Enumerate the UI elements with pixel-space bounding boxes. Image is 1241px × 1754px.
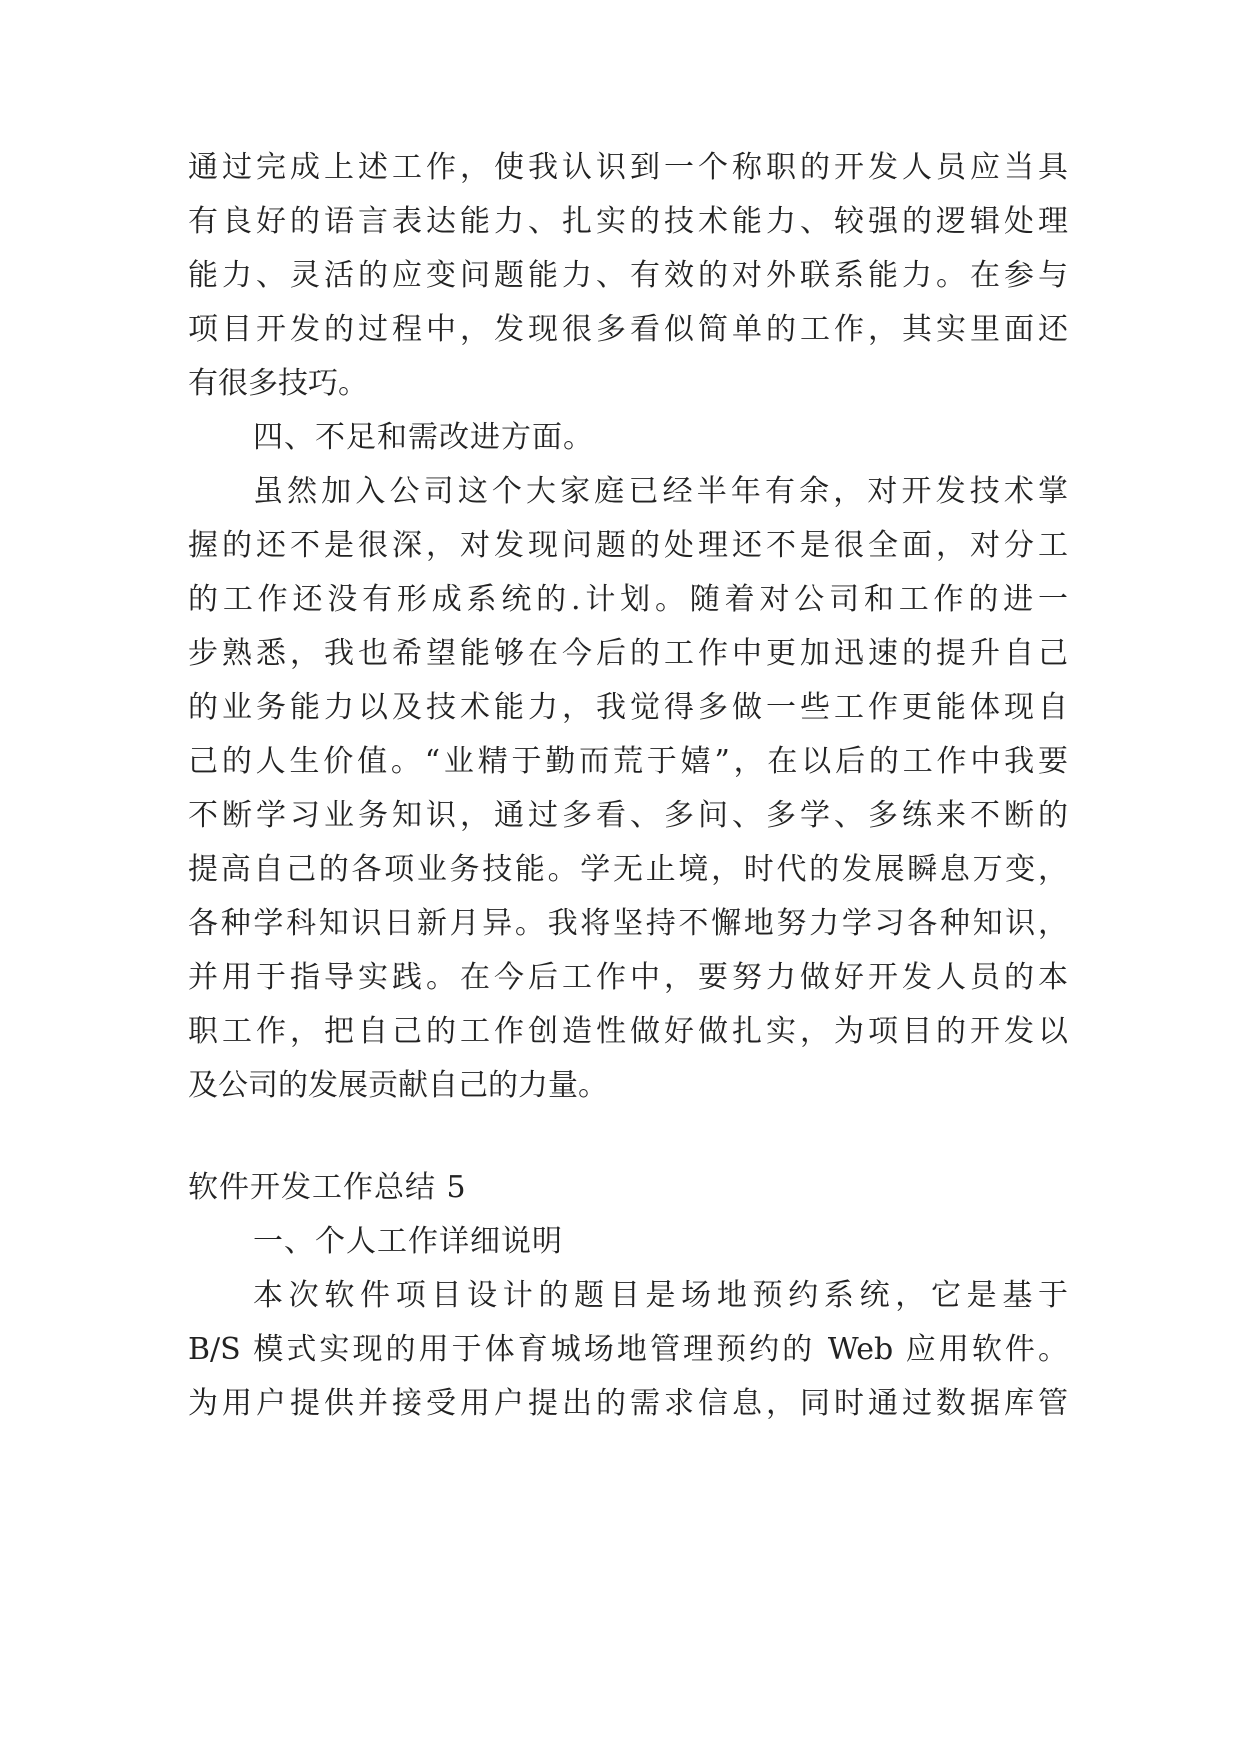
paragraph-line: 步熟悉，我也希望能够在今后的工作中更加迅速的提升自己 — [188, 636, 1068, 671]
paragraph-line: 有良好的语言表达能力、扎实的技术能力、较强的逻辑处理 — [188, 204, 1068, 239]
paragraph-line: 能力、灵活的应变问题能力、有效的对外联系能力。在参与 — [188, 258, 1068, 293]
paragraph-line: 通过完成上述工作，使我认识到一个称职的开发人员应当具 — [188, 150, 1068, 185]
paragraph-line: 提高自己的各项业务技能。学无止境，时代的发展瞬息万变， — [188, 852, 1068, 887]
paragraph-line: 的业务能力以及技术能力，我觉得多做一些工作更能体现自 — [188, 690, 1068, 725]
paragraph-line: 并用于指导实践。在今后工作中，要努力做好开发人员的本 — [188, 960, 1068, 995]
paragraph-line: 己的人生价值。“业精于勤而荒于嬉”，在以后的工作中我要 — [188, 744, 1068, 779]
paragraph-line: 有很多技巧。 — [188, 366, 368, 401]
section-heading: 四、不足和需改进方面。 — [253, 420, 594, 455]
paragraph-line: B/S 模式实现的用于体育城场地管理预约的 Web 应用软件。 — [188, 1332, 1068, 1367]
section-title: 软件开发工作总结 5 — [188, 1170, 467, 1205]
paragraph-line: 不断学习业务知识，通过多看、多问、多学、多练来不断的 — [188, 798, 1068, 833]
paragraph-line: 握的还不是很深，对发现问题的处理还不是很全面，对分工 — [188, 528, 1068, 563]
paragraph-line: 各种学科知识日新月异。我将坚持不懈地努力学习各种知识， — [188, 906, 1068, 941]
paragraph-line: 的工作还没有形成系统的.计划。随着对公司和工作的进一 — [188, 582, 1068, 617]
paragraph-line: 为用户提供并接受用户提出的需求信息，同时通过数据库管 — [188, 1386, 1068, 1421]
section-heading: 一、个人工作详细说明 — [253, 1224, 563, 1259]
paragraph-line: 本次软件项目设计的题目是场地预约系统，它是基于 — [253, 1278, 1068, 1313]
paragraph-line: 项目开发的过程中，发现很多看似简单的工作，其实里面还 — [188, 312, 1068, 347]
paragraph-line: 及公司的发展贡献自己的力量。 — [188, 1068, 608, 1103]
paragraph-line: 虽然加入公司这个大家庭已经半年有余，对开发技术掌 — [253, 474, 1068, 509]
paragraph-line: 职工作，把自己的工作创造性做好做扎实，为项目的开发以 — [188, 1014, 1068, 1049]
